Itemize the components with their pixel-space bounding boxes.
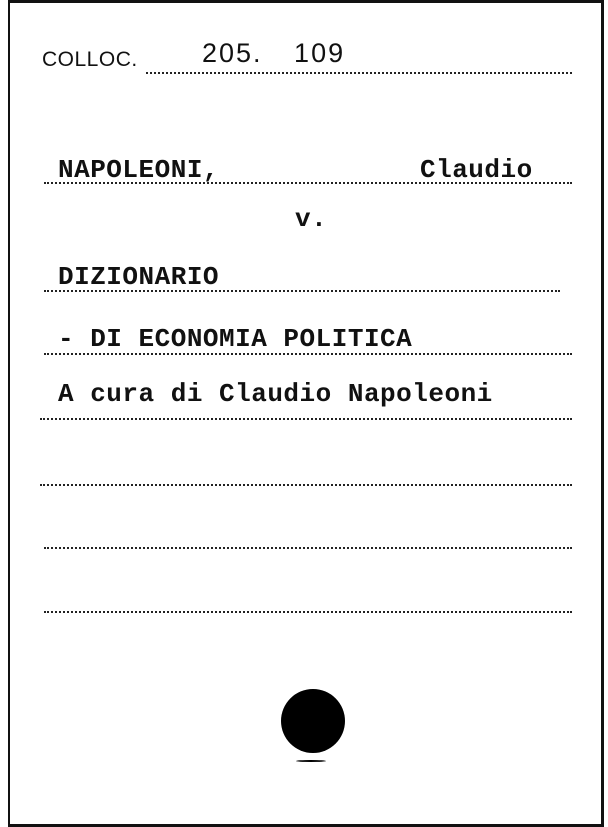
colloc-dotted-line <box>146 72 572 74</box>
colloc-value: 205. 109 <box>202 38 346 68</box>
editor-line: A cura di Claudio Napoleoni <box>58 379 493 409</box>
blank-dotted-line-2 <box>44 547 572 549</box>
title-line-1: DIZIONARIO <box>58 262 220 292</box>
blank-dotted-line-3 <box>44 611 572 613</box>
title-line-2: - DI ECONOMIA POLITICA <box>58 324 413 354</box>
card-right-edge <box>601 0 604 827</box>
title-dotted-line-2 <box>44 353 572 355</box>
editor-dotted-line <box>40 418 572 420</box>
blank-dotted-line-1 <box>40 484 572 486</box>
author-dotted-line <box>44 182 572 184</box>
volume-mark: v. <box>295 204 328 234</box>
title-dotted-line-1 <box>44 290 560 292</box>
card-top-edge <box>8 0 604 3</box>
colloc-label: COLLOC. <box>42 48 138 71</box>
card-left-edge <box>8 0 10 827</box>
author-forename: Claudio <box>420 155 533 185</box>
author-surname: NAPOLEONI, <box>58 155 220 185</box>
punch-hole <box>281 689 345 753</box>
punch-hole-shadow <box>296 760 326 762</box>
